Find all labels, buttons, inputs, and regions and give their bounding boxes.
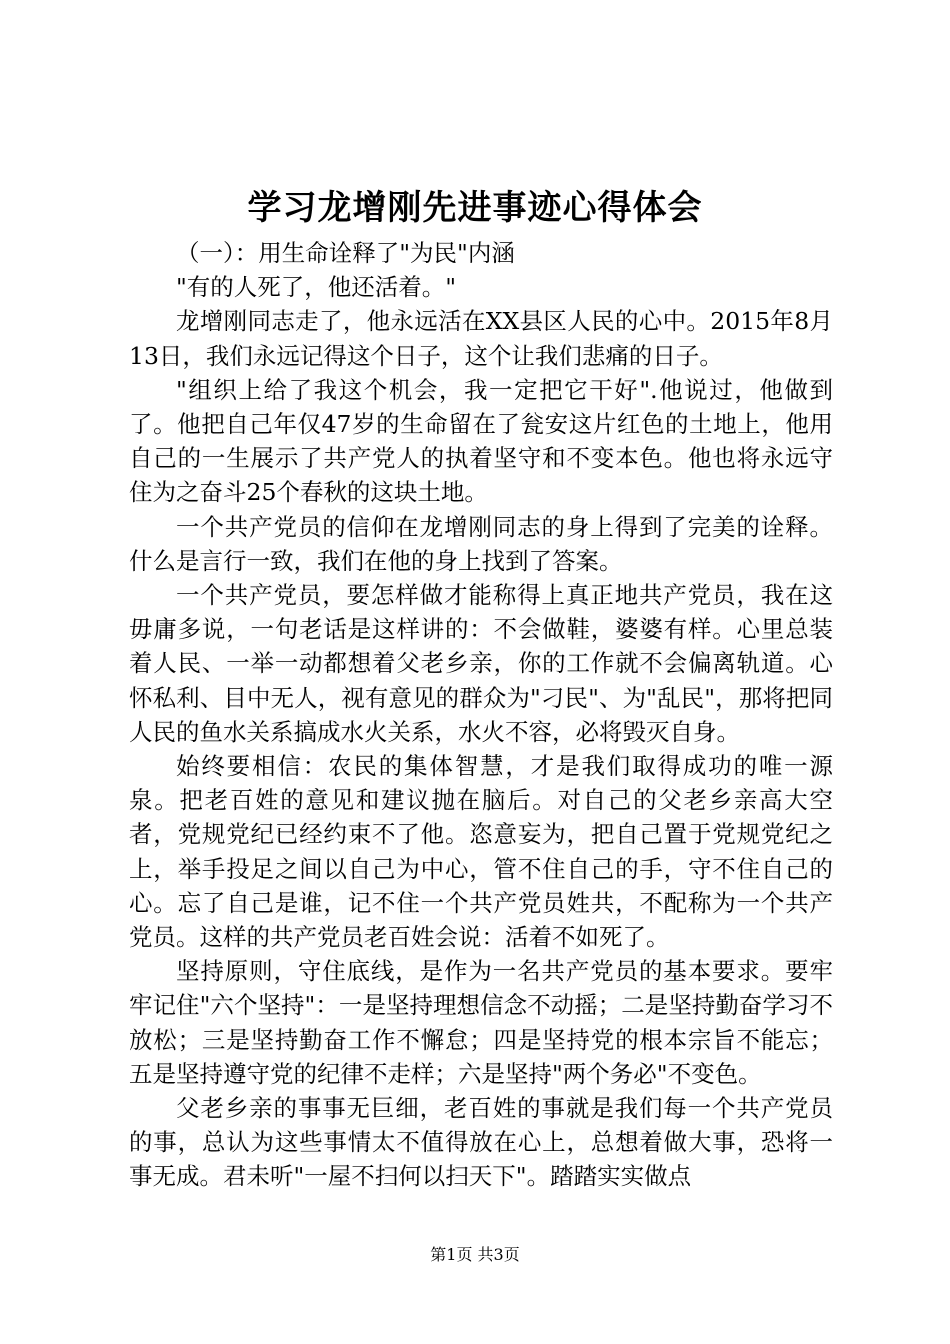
paragraph: 父老乡亲的事事无巨细，老百姓的事就是我们每一个共产党员的事，总认为这些事情太不值得放在心上，总想着做大事，恐将一事无成。君未听"一屋不扫何以扫天下"。踏踏实实做点 bbox=[129, 1094, 833, 1191]
page-footer bbox=[0, 1244, 950, 1266]
paragraph: 坚持原则，守住底线，是作为一名共产党员的基本要求。要牢牢记住"六个坚持"：一是坚持理想信念不动摇；二是坚持勤奋学习不放松；三是坚持勤奋工作不懈怠；四是坚持党的根本宗旨不能忘；五是坚持遵守党的纪律不走样；六是坚持"两个务必"不变色。 bbox=[129, 957, 833, 1088]
paragraph: "组织上给了我这个机会，我一定把它干好".他说过，他做到了。他把自己年仅47岁的生命留在了瓮安这片红色的土地上，他用自己的一生展示了共产党人的执着坚守和不变本色。他也将永远守住为之奋斗25个春秋的这块土地。 bbox=[129, 375, 833, 507]
paragraph: （一）：用生命诠释了"为民"内涵 bbox=[176, 239, 515, 267]
page-number: 第1页 bbox=[430, 1245, 473, 1264]
paragraph: 一个共产党员的信仰在龙增刚同志的身上得到了完美的诠释。什么是言行一致，我们在他的身上找到了答案。 bbox=[129, 512, 833, 575]
paragraph: 始终要相信：农民的集体智慧，才是我们取得成功的唯一源泉。把老百姓的意见和建议抛在脑后。对自己的父老乡亲高大空者，党规党纪已经约束不了他。恣意妄为，把自己置于党规党纪之上，举手投足之间以自己为中心，管不住自己的手，守不住自己的心。忘了自己是谁，记不住一个共产党员姓共，不配称为一个共产党员。这样的共产党员老百姓会说：活着不如死了。 bbox=[129, 752, 833, 952]
document-title: 学习龙增刚先进事迹心得体会 bbox=[247, 188, 703, 228]
document-body bbox=[129, 236, 833, 1194]
paragraph: "有的人死了，他还活着。" bbox=[176, 273, 457, 302]
paragraph: 一个共产党员，要怎样做才能称得上真正地共产党员，我在这毋庸多说，一句老话是这样讲的：不会做鞋，婆婆有样。心里总装着人民、一举一动都想着父老乡亲，你的工作就不会偏离轨道。心怀私利、目中无人，视有意见的群众为"刁民"、为"乱民"，那将把同人民的鱼水关系搞成水火关系，水火不容，必将毁灭自身。 bbox=[129, 581, 833, 746]
paragraph: 龙增刚同志走了，他永远活在XX县区人民的心中。2015年8月13日，我们永远记得这个日子，这个让我们悲痛的日子。 bbox=[129, 307, 833, 370]
page-total: 共3页 bbox=[477, 1245, 520, 1264]
